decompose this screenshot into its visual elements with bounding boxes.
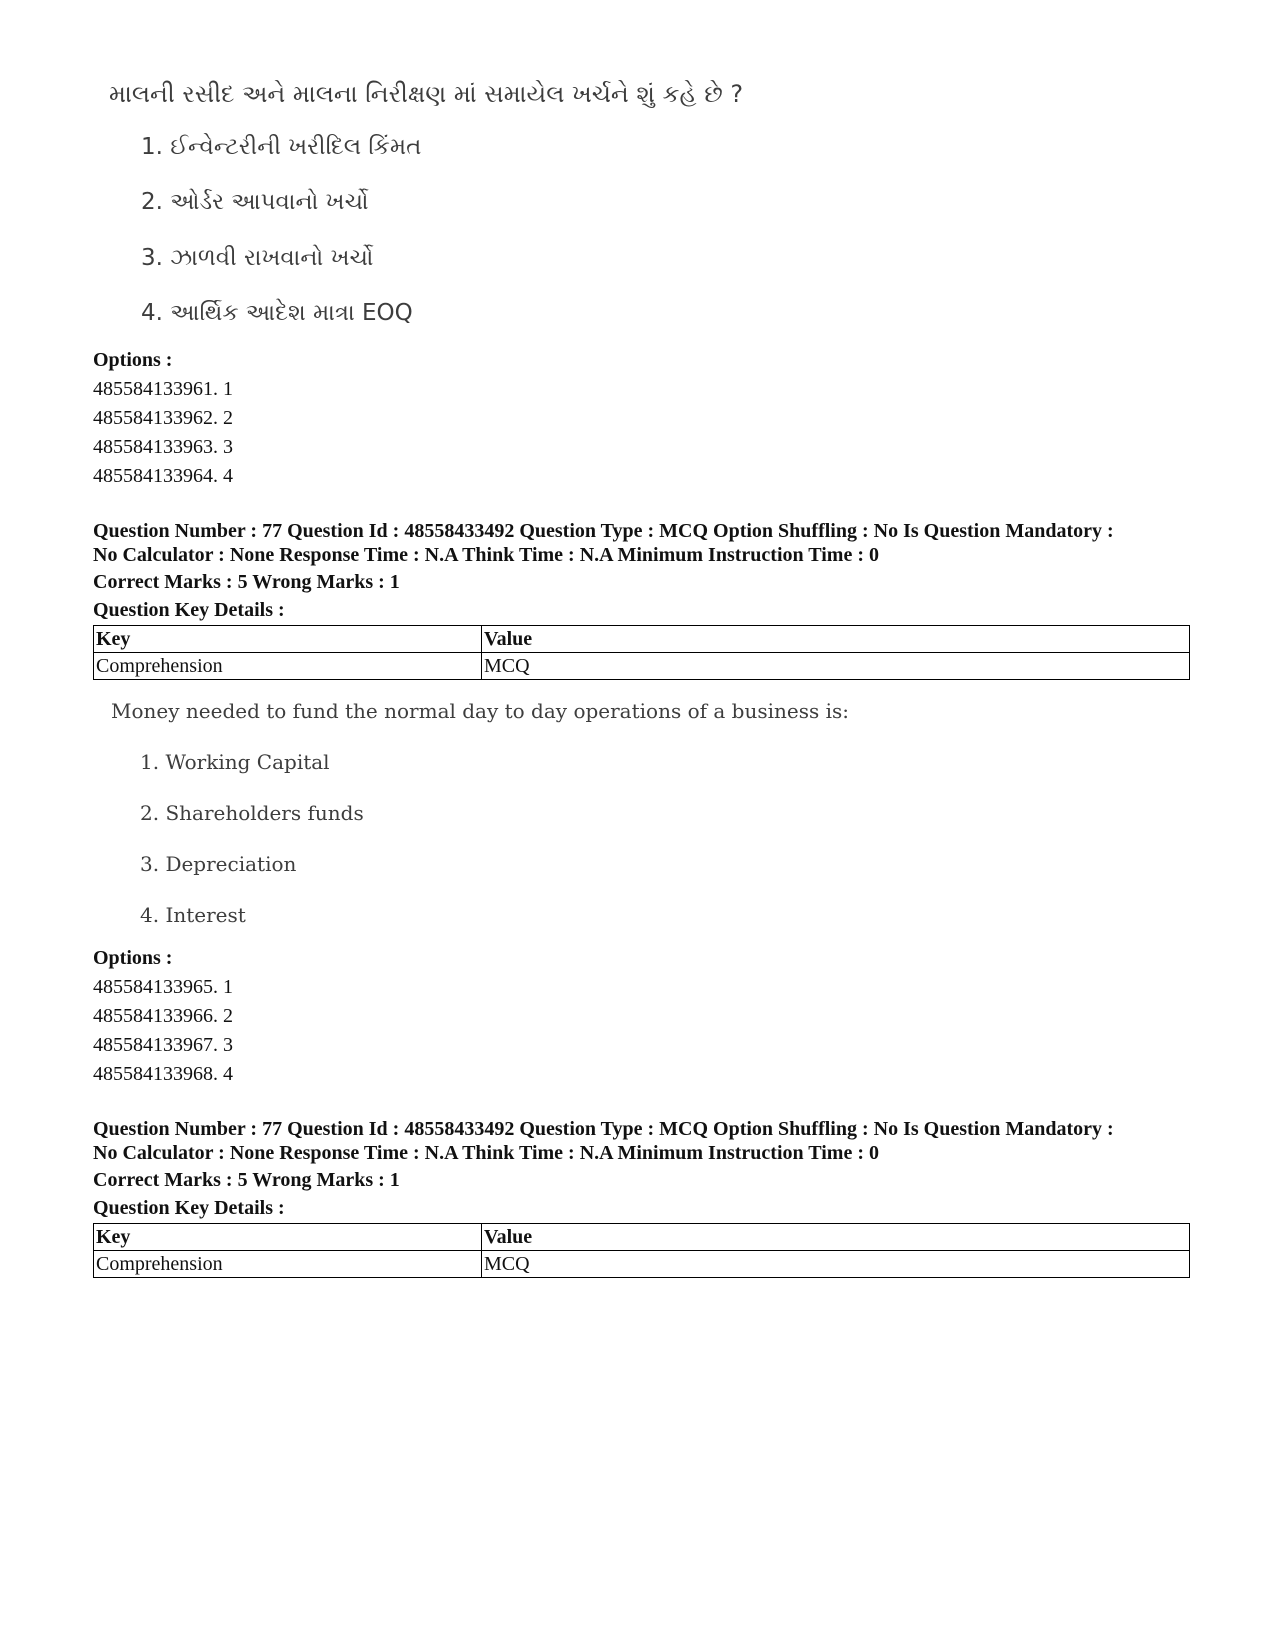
table-row xyxy=(94,1251,1190,1278)
table-header-key: Key xyxy=(94,1224,482,1251)
question-1-choice-1: 1. ઈન્વેન્ટરીની ખરીદિલ કિંમત xyxy=(141,134,422,160)
option-line: 485584133965. 1 xyxy=(93,976,233,998)
question-3-key-details-heading: Question Key Details : xyxy=(93,1197,285,1219)
question-1-prompt: માલની રસીદ અને માલના નિરીક્ષણ માં સમાયેલ ખર્ચને શું કહે છે ? xyxy=(109,80,744,108)
question-2-options xyxy=(93,944,233,1089)
table-header-value: Value xyxy=(482,626,1190,653)
meta-line-1: Question Number : 77 Question Id : 48558433492 Question Type : MCQ Option Shuffling : No Is Question Mandatory : xyxy=(93,520,1114,542)
question-2-choice-4: 4. Interest xyxy=(140,903,246,927)
table-header-value: Value xyxy=(482,1224,1190,1251)
option-line: 485584133963. 3 xyxy=(93,436,233,458)
question-1-choice-2: 2. ઓર્ડર આપવાનો ખર્ચો xyxy=(141,189,369,215)
option-line: 485584133962. 2 xyxy=(93,407,233,429)
question-3-meta xyxy=(93,1117,1183,1165)
question-1-choice-3: 3. ઝાળવી રાખવાનો ખર્ચો xyxy=(141,245,374,271)
question-1-options xyxy=(93,346,233,491)
question-2-choice-3: 3. Depreciation xyxy=(140,852,297,876)
question-2-choice-1: 1. Working Capital xyxy=(140,750,330,774)
option-line: 485584133961. 1 xyxy=(93,378,233,400)
question-3-marks: Correct Marks : 5 Wrong Marks : 1 xyxy=(93,1169,400,1191)
table-cell-value: MCQ xyxy=(482,1251,1190,1278)
question-3-key-table xyxy=(93,1223,1190,1278)
meta-line-1: Question Number : 77 Question Id : 48558433492 Question Type : MCQ Option Shuffling : No Is Question Mandatory : xyxy=(93,1118,1114,1140)
option-line: 485584133966. 2 xyxy=(93,1005,233,1027)
question-1-choice-4: 4. આર્થિક આદેશ માત્રા EOQ xyxy=(141,300,413,326)
table-cell-key: Comprehension xyxy=(94,653,482,680)
question-2-choice-2: 2. Shareholders funds xyxy=(140,801,364,825)
question-2-prompt: Money needed to fund the normal day to day operations of a business is: xyxy=(111,699,850,723)
table-header-row xyxy=(94,1224,1190,1251)
table-header-key: Key xyxy=(94,626,482,653)
question-2-marks: Correct Marks : 5 Wrong Marks : 1 xyxy=(93,571,400,593)
meta-line-2: No Calculator : None Response Time : N.A Think Time : N.A Minimum Instruction Time : 0 xyxy=(93,1142,879,1164)
question-2-key-details-heading: Question Key Details : xyxy=(93,599,285,621)
table-header-row xyxy=(94,626,1190,653)
meta-line-2: No Calculator : None Response Time : N.A Think Time : N.A Minimum Instruction Time : 0 xyxy=(93,544,879,566)
question-2-key-table xyxy=(93,625,1190,680)
options-heading: Options : xyxy=(93,947,173,969)
option-line: 485584133964. 4 xyxy=(93,465,233,487)
option-line: 485584133968. 4 xyxy=(93,1063,233,1085)
options-heading: Options : xyxy=(93,349,173,371)
question-2-meta xyxy=(93,519,1183,567)
option-line: 485584133967. 3 xyxy=(93,1034,233,1056)
table-cell-key: Comprehension xyxy=(94,1251,482,1278)
table-row xyxy=(94,653,1190,680)
table-cell-value: MCQ xyxy=(482,653,1190,680)
